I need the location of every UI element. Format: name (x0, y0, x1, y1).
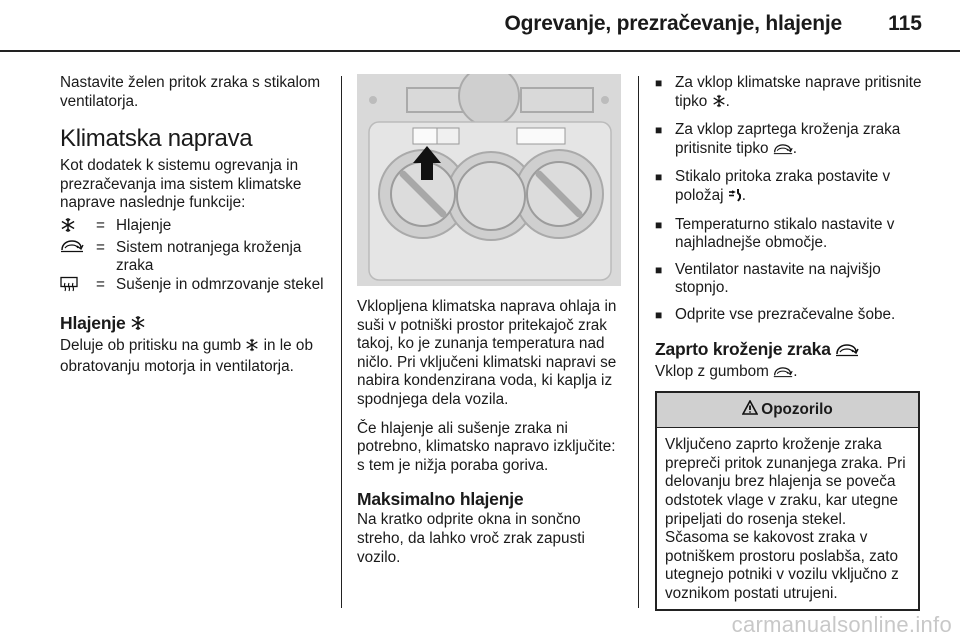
page-number: 115 (888, 12, 922, 35)
ac-description: Vklopljena klimatska naprava ohlaja in suši v potniški prostor pritekajoč zrak takoj, ko je zunanja temperatura nad ničlo. Pri vključeni klimatski napravi se nabira kondenzirana voda, ki kaplja iz spodnjega dela vozila. (357, 298, 617, 408)
closed-circulation-text-part: Vklop z gumbom (655, 362, 769, 380)
header-rule (0, 50, 960, 52)
warning-header (657, 393, 918, 428)
warning-box (655, 391, 920, 611)
intro-text: Nastavite želen pritok zraka s stikalom ventilatorja. (60, 74, 321, 110)
warning-triangle-icon (742, 400, 758, 421)
list-item-text: Za vklop zaprtega kroženja zraka pritisnite tipko (675, 121, 901, 157)
list-item (655, 168, 925, 207)
equals-sign: = (96, 275, 105, 293)
list-item (655, 216, 925, 253)
cooling-text-part-1: Deluje ob pritisku na gumb (60, 337, 242, 355)
section-title: Klimatska naprava (60, 125, 253, 153)
middle-column (357, 74, 625, 577)
list-item-text: Za vklop klimatske naprave pritisnite tipko (675, 74, 922, 110)
snowflake-icon (712, 94, 726, 114)
function-desc: Hlajenje (116, 216, 172, 234)
snowflake-icon (130, 315, 146, 336)
function-row (60, 217, 330, 239)
cooling-heading (60, 313, 330, 336)
list-item-text: Ventilator nastavite na najvišjo stopnjo. (675, 260, 881, 297)
cooling-title: Hlajenje (60, 313, 126, 334)
running-head: Ogrevanje, prezračevanje, hlajenje (504, 12, 842, 35)
ac-switch-off-note: Če hlajenje ali sušenje zraka ni potrebno, klimatsko napravo izključite: s tem je nižja poraba goriva. (357, 419, 616, 474)
list-item-end: . (725, 92, 730, 110)
closed-circulation-text (655, 363, 925, 384)
list-item (655, 74, 925, 113)
instruction-list (655, 74, 925, 325)
defrost-icon (60, 276, 96, 298)
function-desc: Sušenje in odmrzovanje stekel (116, 275, 324, 293)
right-column (655, 74, 925, 611)
column-divider-right (638, 76, 639, 608)
function-desc: Sistem notranjega kroženja zraka (116, 238, 302, 275)
column-divider-left (341, 76, 342, 608)
list-item-text: Stikalo pritoka zraka postavite v položaj (675, 168, 891, 204)
list-item-text: Temperaturno stikalo nastavite v najhladnejše območje. (675, 215, 895, 252)
snowflake-icon (245, 338, 259, 358)
warning-title: Opozorilo (761, 400, 833, 418)
list-item (655, 306, 925, 325)
recirculation-icon (773, 365, 793, 384)
list-item-end: . (792, 139, 798, 157)
function-row (60, 276, 330, 298)
max-cooling-title: Maksimalno hlajenje (357, 489, 524, 510)
climate-control-illustration (357, 74, 621, 286)
function-list (60, 217, 330, 297)
list-item (655, 121, 925, 160)
warning-body: Vključeno zaprto kroženje zraka prepreči pritok zunanjega zraka. Pri delovanju brez hlajenja se poveča odstotek vlage v zraku, kar utegne pripeljati do rosenja stekel. Sčasoma se kakovost zraka v potniškem prostoru poslabša, zato utegnejo potniki v vozilu vključno z voznikom postati utrujeni. (665, 436, 906, 602)
equals-sign: = (96, 216, 105, 234)
watermark: carmanualsonline.info (731, 612, 952, 637)
closed-circulation-title: Zaprto kroženje zraka (655, 338, 831, 359)
recirculation-icon (60, 239, 96, 276)
recirculation-icon (773, 142, 793, 161)
cooling-text (60, 337, 330, 376)
recirculation-icon (835, 341, 859, 362)
list-item-text: Odprite vse prezračevalne šobe. (675, 305, 896, 323)
closed-circulation-text-end: . (793, 362, 798, 380)
function-row (60, 239, 330, 276)
list-item (655, 261, 925, 298)
section-intro: Kot dodatek k sistemu ogrevanja in prezračevanja ima sistem klimatske naprave naslednje funkcije: (60, 157, 302, 212)
cooling-text-part-2: in le ob obratovanju motorja in ventilatorja. (60, 337, 313, 375)
equals-sign: = (96, 238, 105, 256)
closed-circulation-heading (655, 339, 925, 362)
list-item-end: . (741, 186, 746, 204)
max-cooling-text: Na kratko odprite okna in sončno streho, da lahko vroč zrak zapusti vozilo. (357, 511, 585, 566)
snowflake-icon (60, 217, 96, 239)
vent-face-icon (728, 188, 742, 208)
left-column (60, 74, 330, 387)
